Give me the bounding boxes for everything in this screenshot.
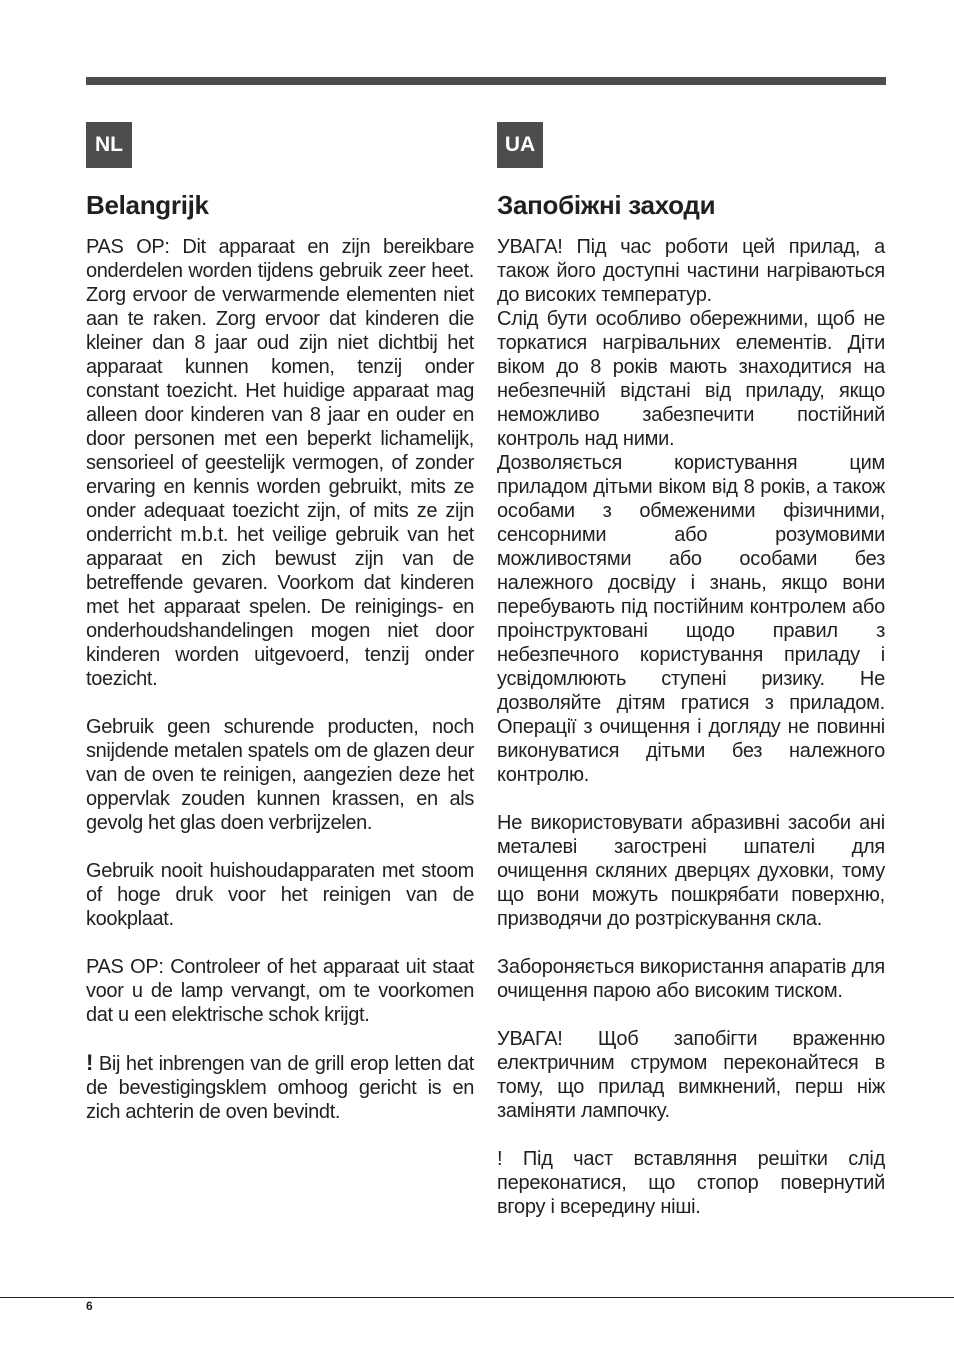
paragraph-nl-cleaning-products: Gebruik geen schurende producten, noch snijdende metalen spatels om de glazen deur van de oven te reinigen, aangezien deze het oppervlak zouden kunnen krassen, en als gevolg het glas doen verbrijzelen. [86,716,474,834]
column-nl [86,122,474,1124]
paragraph-ua-children-distance: Слід бути особливо обережними, щоб не торкатися нагрівальних елементів. Діти віком до 8 років мають знаходитися на небезпечній відстані від приладу, якщо неможливо забезпечити постійний контроль над ними. [497,308,885,450]
warning-text-nl: Bij het inbrengen van de grill erop letten dat de bevestigingsklem omhoog gericht is en zich achterin de oven bevindt. [86,1053,474,1123]
paragraph-nl-steam-cleaners: Gebruik nooit huishoudapparaten met stoom of hoge druk voor het reinigen van de kookplaat. [86,860,474,930]
paragraph-ua-warning-heat: УВАГА! Під час роботи цей прилад, а також його доступні частини нагріваються до високих температур. [497,236,885,306]
warning-mark: ! [86,1050,93,1075]
section-title-nl: Belangrijk [86,190,209,220]
paragraph-ua-cleaning-products: Не використовувати абразивні засоби ані металеві загострені шпателі для очищення скляних дверцях духовки, тому що вони можуть пошкрябати поверхню, призводячи до розтріскування скла. [497,812,885,930]
column-ua [497,122,885,1219]
page-number: 6 [86,1299,93,1313]
section-title-ua: Запобіжні заходи [497,190,716,220]
language-badge-nl: NL [86,122,132,168]
paragraph-ua-grill-insertion: ! Під част вставляння решітки слід переконатися, що стопор повернутий вгору і всередину ніші. [497,1148,885,1218]
footer-rule [0,1297,954,1298]
paragraph-nl-grill-insertion [86,1051,474,1124]
paragraph-ua-lamp-replacement: УВАГА! Щоб запобігти враженню електричним струмом переконайтеся в тому, що прилад вимкнений, перш ніж заміняти лампочку. [497,1028,885,1122]
paragraph-ua-usage-permission: Дозволяється користування цим приладом дітьми віком від 8 років, а також особами з обмеженими фізичними, сенсорними або розумовими можливостями або особами без належного досвіду і знань, якщо вони перебувають під постійним контролем або проінструктовані щодо правил з небезпечного користування приладу і усвідомлюють ступені ризику. Не дозволяйте дітям гратися з приладом. Операції з очищення і догляду не повинні виконуватися дітьми без належного контролю. [497,452,885,786]
paragraph-ua-steam-cleaners: Забороняється використання апаратів для очищення парою або високим тиском. [497,956,885,1002]
header-rule [86,77,886,85]
paragraph-nl-warning-heat: PAS OP: Dit apparaat en zijn bereikbare onderdelen worden tijdens gebruik zeer heet. Zorg ervoor de verwarmende elementen niet aan te raken. Zorg ervoor dat kinderen die kleiner dan 8 jaar oud zijn niet dichtbij het apparaat kunnen komen, tenzij onder constant toezicht. Het huidige apparaat mag alleen door kinderen van 8 jaar en ouder en door personen met een beperkt lichamelijk, sensorieel of geestelijk vermogen, of zonder ervaring en kennis worden gebruikt, mits ze onder adequaat toezicht zijn, of mits ze zijn onderricht m.b.t. het veilige gebruik van het apparaat en zich bewust zijn van de betreffende gevaren. Voorkom dat kinderen met het apparaat spelen. De reinigings- en onderhoudshandelingen mogen niet door kinderen worden uitgevoerd, tenzij onder toezicht. [86,236,474,690]
language-badge-ua: UA [497,122,543,168]
paragraph-nl-lamp-replacement: PAS OP: Controleer of het apparaat uit staat voor u de lamp vervangt, om te voorkomen dat u een elektrische schok krijgt. [86,956,474,1026]
